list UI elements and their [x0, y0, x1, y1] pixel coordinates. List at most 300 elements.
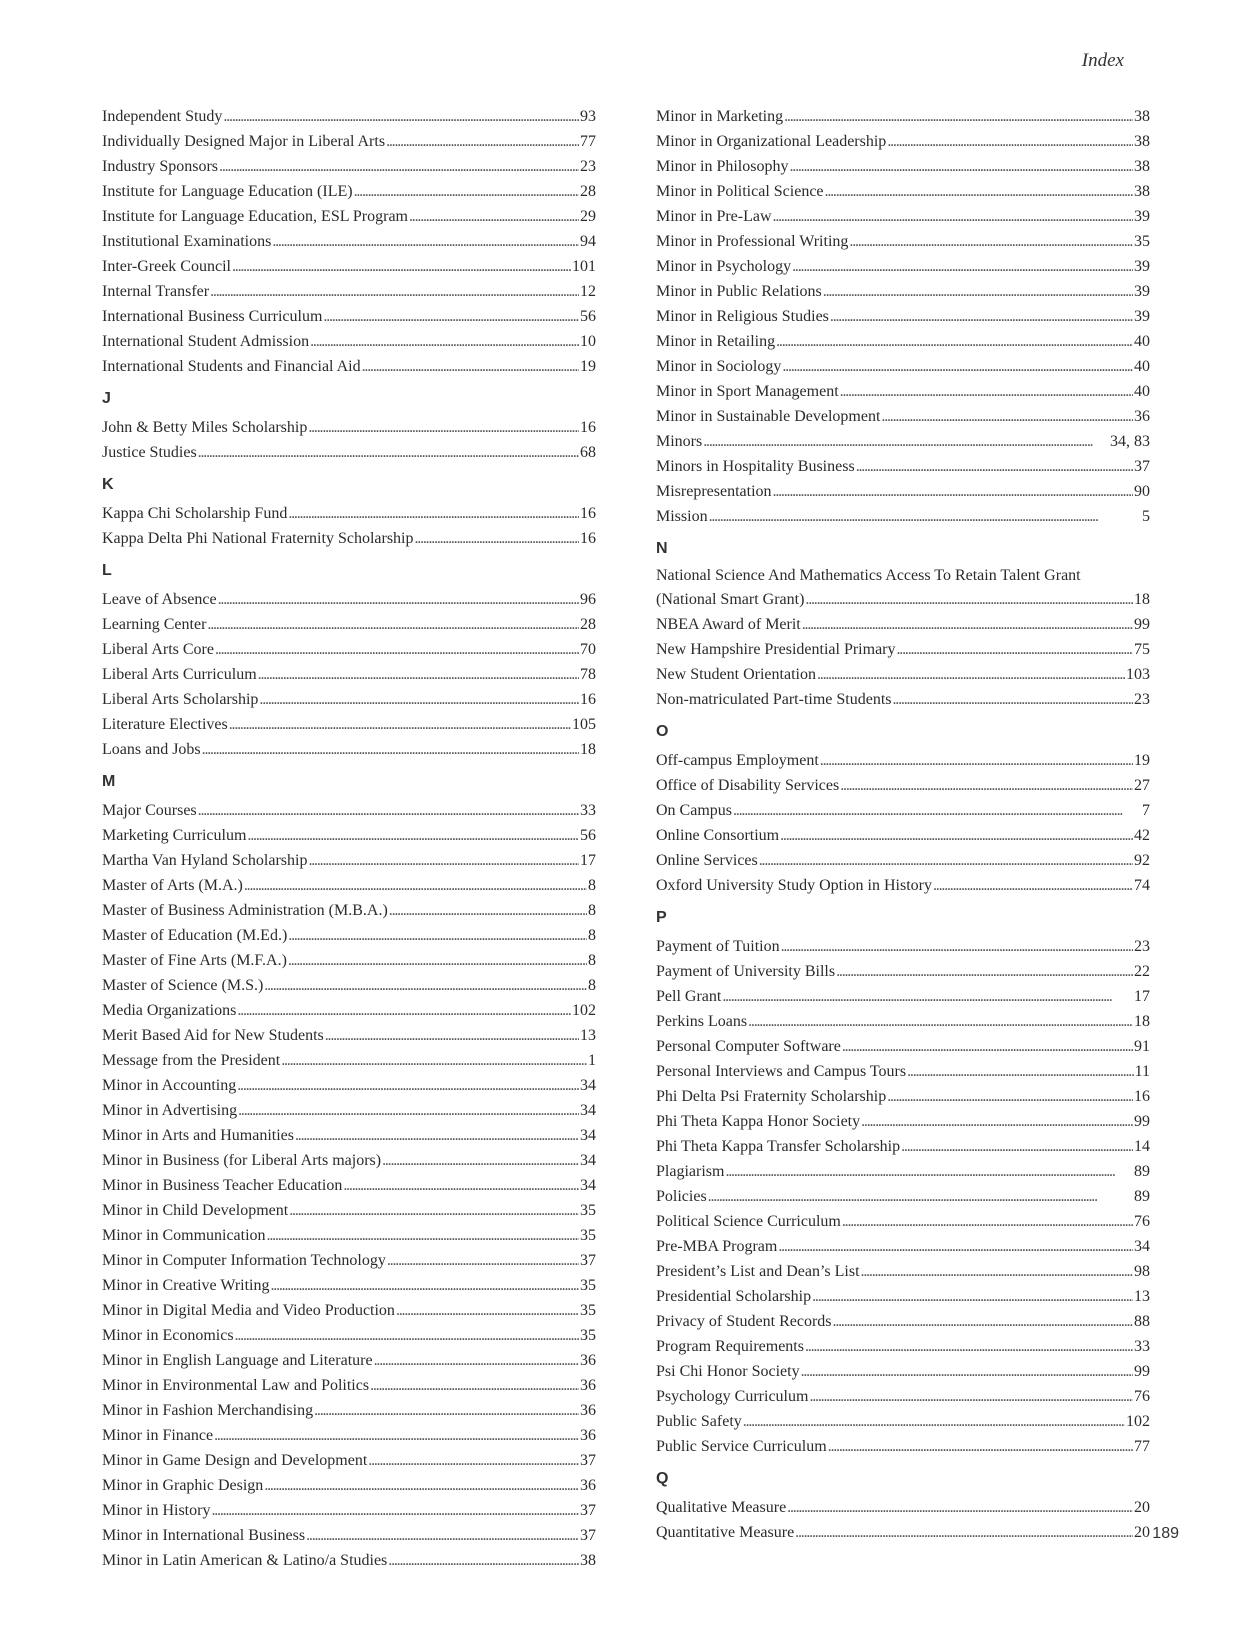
dot-leader — [743, 1409, 1125, 1434]
dot-leader — [805, 587, 1133, 612]
index-entry — [102, 998, 596, 1023]
index-entry — [656, 104, 1150, 129]
entry-label: Psi Chi Honor Society — [656, 1363, 800, 1380]
entry-label: Payment of University Bills — [656, 963, 836, 980]
dot-leader — [289, 1198, 579, 1223]
index-entry — [102, 923, 596, 948]
dot-leader — [849, 229, 1133, 254]
entry-label: Pell Grant — [656, 988, 722, 1005]
entry-label: Individually Designed Major in Liberal Arts — [102, 133, 386, 150]
entry-label: Minor in Digital Media and Video Production — [102, 1302, 395, 1319]
entry-label: Minor in Marketing — [656, 108, 784, 125]
entry-page-number: 35 — [580, 1202, 596, 1219]
index-entry — [656, 748, 1150, 773]
entry-page-number: 23 — [1134, 691, 1150, 708]
index-entry — [656, 329, 1150, 354]
entry-label: Minor in Psychology — [656, 258, 792, 275]
dot-leader — [809, 1384, 1133, 1409]
entry-label: Online Consortium — [656, 827, 780, 844]
entry-label: Merit Based Aid for New Students — [102, 1027, 324, 1044]
index-entry — [102, 948, 596, 973]
index-entry — [656, 773, 1150, 798]
index-entry — [102, 823, 596, 848]
index-entry — [656, 1520, 1150, 1545]
entry-page-number: 89 — [1134, 1163, 1150, 1180]
dot-leader — [789, 154, 1133, 179]
entry-label: Liberal Arts Curriculum — [102, 666, 257, 683]
dot-leader — [244, 873, 587, 898]
entry-label: Minor in Professional Writing — [656, 233, 849, 250]
index-entry — [102, 898, 596, 923]
dot-leader — [805, 1334, 1133, 1359]
entry-label: Payment of Tuition — [656, 938, 780, 955]
dot-leader — [709, 504, 1141, 529]
index-entry — [656, 379, 1150, 404]
entry-page-number: 18 — [1134, 591, 1150, 608]
entry-label: Presidential Scholarship — [656, 1288, 812, 1305]
index-entry — [656, 454, 1150, 479]
dot-leader — [386, 129, 579, 154]
dot-leader — [907, 1059, 1133, 1084]
entry-label: Minor in Game Design and Development — [102, 1452, 368, 1469]
index-entry — [656, 1284, 1150, 1309]
index-entry — [102, 526, 596, 551]
dot-leader — [370, 1373, 579, 1398]
dot-leader — [229, 712, 571, 737]
index-entry — [102, 229, 596, 254]
index-entry — [656, 1495, 1150, 1520]
dot-leader — [354, 179, 579, 204]
entry-page-number: 36 — [580, 1352, 596, 1369]
entry-label: Public Safety — [656, 1413, 742, 1430]
dot-leader — [773, 479, 1133, 504]
dot-leader — [235, 1323, 579, 1348]
index-entry — [102, 104, 596, 129]
index-entry — [656, 959, 1150, 984]
entry-label: International Business Curriculum — [102, 308, 323, 325]
entry-page-number: 33 — [580, 802, 596, 819]
dot-leader — [272, 229, 579, 254]
index-entry — [102, 1048, 596, 1073]
entry-label: NBEA Award of Merit — [656, 616, 801, 633]
entry-label: Major Courses — [102, 802, 197, 819]
index-entry — [656, 1084, 1150, 1109]
entry-label: Online Services — [656, 852, 758, 869]
entry-label: Kappa Chi Scholarship Fund — [102, 505, 288, 522]
section-letter: N — [656, 540, 668, 557]
entry-label: Phi Delta Psi Fraternity Scholarship — [656, 1088, 887, 1105]
entry-label: Phi Theta Kappa Transfer Scholarship — [656, 1138, 901, 1155]
section-letter: L — [102, 562, 112, 579]
index-entry — [102, 501, 596, 526]
dot-leader — [237, 998, 571, 1023]
entry-page-number: 20 — [1134, 1524, 1150, 1541]
dot-leader — [733, 798, 1141, 823]
entry-label: Loans and Jobs — [102, 741, 201, 758]
dot-leader — [323, 304, 579, 329]
entry-page-number: 75 — [1134, 641, 1150, 658]
entry-page-number: 40 — [1134, 358, 1150, 375]
dot-leader — [840, 379, 1133, 404]
index-entry — [656, 687, 1150, 712]
entry-page-number: 1 — [588, 1052, 596, 1069]
entry-page-number: 89 — [1134, 1188, 1150, 1205]
entry-label: Minor in Political Science — [656, 183, 824, 200]
index-entry — [102, 204, 596, 229]
entry-label: Kappa Delta Phi National Fraternity Scholarship — [102, 530, 414, 547]
index-entry — [656, 204, 1150, 229]
entry-page-number: 103 — [1126, 666, 1150, 683]
entry-label: Minor in Computer Information Technology — [102, 1252, 386, 1269]
entry-page-number: 8 — [588, 952, 596, 969]
entry-label: Minor in Advertising — [102, 1102, 238, 1119]
entry-label: Public Service Curriculum — [656, 1438, 827, 1455]
entry-label: Privacy of Student Records — [656, 1313, 832, 1330]
entry-page-number: 34 — [580, 1152, 596, 1169]
entry-page-number: 34 — [580, 1127, 596, 1144]
index-entry — [656, 1334, 1150, 1359]
entry-page-number: 29 — [580, 208, 596, 225]
index-entry — [656, 479, 1150, 504]
index-entry — [102, 179, 596, 204]
entry-page-number: 36 — [580, 1402, 596, 1419]
entry-label: Qualitative Measure — [656, 1499, 787, 1516]
dot-leader — [198, 440, 579, 465]
entry-label: Inter-Greek Council — [102, 258, 231, 275]
index-entry — [102, 129, 596, 154]
entry-page-number: 70 — [580, 641, 596, 658]
dot-leader — [795, 1520, 1133, 1545]
index-entry — [656, 823, 1150, 848]
index-entry — [656, 662, 1150, 687]
entry-page-number: 37 — [580, 1252, 596, 1269]
dot-leader — [820, 748, 1133, 773]
index-entry — [656, 873, 1150, 898]
entry-page-number: 5 — [1142, 508, 1150, 525]
entry-page-number: 23 — [1134, 938, 1150, 955]
entry-page-number: 8 — [588, 977, 596, 994]
entry-page-number: 90 — [1134, 483, 1150, 500]
entry-page-number: 105 — [572, 716, 596, 733]
dot-leader — [825, 179, 1133, 204]
index-entry — [102, 848, 596, 873]
entry-page-number: 19 — [1134, 752, 1150, 769]
entry-label: New Student Orientation — [656, 666, 816, 683]
entry-page-number: 8 — [588, 927, 596, 944]
dot-leader — [396, 1298, 579, 1323]
index-entry — [656, 798, 1150, 823]
index-entry — [656, 565, 1150, 612]
entry-page-number: 38 — [1134, 133, 1150, 150]
entry-label: Minor in English Language and Literature — [102, 1352, 373, 1369]
dot-leader — [901, 1134, 1133, 1159]
entry-page-number: 18 — [580, 741, 596, 758]
dot-leader — [362, 354, 579, 379]
entry-label: Minor in Latin American & Latino/a Studies — [102, 1552, 388, 1569]
dot-leader — [374, 1348, 579, 1373]
entry-label: Minor in Retailing — [656, 333, 776, 350]
entry-label: Non-matriculated Part-time Students — [656, 691, 892, 708]
index-entry — [102, 737, 596, 762]
entry-label: Minor in Environmental Law and Politics — [102, 1377, 370, 1394]
entry-label: National Science And Mathematics Access To Retain Talent Grant — [656, 567, 1081, 584]
entry-label: On Campus — [656, 802, 732, 819]
dot-leader — [270, 1273, 579, 1298]
index-entry — [656, 1059, 1150, 1084]
entry-label: Minor in Fashion Merchandising — [102, 1402, 314, 1419]
dot-leader — [258, 662, 579, 687]
entry-page-number: 102 — [572, 1002, 596, 1019]
dot-leader — [780, 823, 1133, 848]
index-entry — [656, 1309, 1150, 1334]
entry-page-number: 35 — [580, 1327, 596, 1344]
entry-page-number: 14 — [1134, 1138, 1150, 1155]
index-entry — [102, 662, 596, 687]
entry-label: Minor in Public Relations — [656, 283, 822, 300]
entry-page-number: 34 — [580, 1077, 596, 1094]
index-entry — [102, 440, 596, 465]
dot-leader — [267, 1223, 579, 1248]
entry-label: Phi Theta Kappa Honor Society — [656, 1113, 861, 1130]
entry-label: Minor in Philosophy — [656, 158, 789, 175]
entry-page-number: 37 — [580, 1452, 596, 1469]
entry-label: Minor in Religious Studies — [656, 308, 829, 325]
entry-page-number: 37 — [1134, 458, 1150, 475]
entry-page-number: 12 — [580, 283, 596, 300]
entry-label: Liberal Arts Scholarship — [102, 691, 259, 708]
dot-leader — [409, 204, 579, 229]
entry-label: Mission — [656, 508, 708, 525]
entry-label: Internal Transfer — [102, 283, 210, 300]
index-entry — [102, 1298, 596, 1323]
dot-leader — [264, 973, 587, 998]
entry-page-number: 93 — [580, 108, 596, 125]
index-entry — [102, 873, 596, 898]
index-entry — [656, 1434, 1150, 1459]
entry-page-number: 35 — [580, 1277, 596, 1294]
dot-leader — [202, 737, 579, 762]
index-entry — [656, 1234, 1150, 1259]
index-entry — [656, 404, 1150, 429]
entry-page-number: 17 — [1134, 988, 1150, 1005]
dot-leader — [801, 1359, 1133, 1384]
entry-page-number: 23 — [580, 158, 596, 175]
index-entry — [656, 1034, 1150, 1059]
entry-page-number: 36 — [580, 1427, 596, 1444]
dot-leader — [343, 1173, 579, 1198]
dot-leader — [232, 254, 571, 279]
entry-label: Minor in Sociology — [656, 358, 782, 375]
index-entry — [102, 687, 596, 712]
entry-page-number: 96 — [580, 591, 596, 608]
dot-leader — [389, 898, 587, 923]
dot-leader — [211, 1498, 579, 1523]
entry-page-number: 19 — [580, 358, 596, 375]
section-letter: Q — [656, 1470, 669, 1487]
dot-leader — [887, 129, 1133, 154]
index-entry — [656, 179, 1150, 204]
entry-page-number: 35 — [580, 1227, 596, 1244]
index-column-left — [102, 104, 596, 1573]
index-entry — [102, 637, 596, 662]
index-entry — [102, 1548, 596, 1573]
entry-label: Personal Computer Software — [656, 1038, 841, 1055]
index-entry — [102, 1148, 596, 1173]
dot-leader — [368, 1448, 579, 1473]
dot-leader — [887, 1084, 1133, 1109]
entry-label: International Students and Financial Aid — [102, 358, 361, 375]
index-entry — [102, 304, 596, 329]
dot-leader — [828, 1434, 1133, 1459]
dot-leader — [288, 501, 579, 526]
entry-page-number: 27 — [1134, 777, 1150, 794]
index-entry — [102, 1523, 596, 1548]
entry-page-number: 28 — [580, 183, 596, 200]
entry-page-number: 38 — [1134, 158, 1150, 175]
entry-page-number: 91 — [1134, 1038, 1150, 1055]
index-entry — [656, 1109, 1150, 1134]
index-entry — [656, 1209, 1150, 1234]
index-entry — [102, 798, 596, 823]
dot-leader — [237, 1073, 579, 1098]
entry-page-number: 34, 83 — [1110, 433, 1150, 450]
index-entry — [656, 504, 1150, 529]
entry-label: Master of Arts (M.A.) — [102, 877, 243, 894]
entry-page-number: 16 — [580, 530, 596, 547]
dot-leader — [823, 279, 1133, 304]
index-entry — [102, 587, 596, 612]
dot-leader — [787, 1495, 1133, 1520]
entry-page-number: 16 — [580, 505, 596, 522]
entry-page-number: 17 — [580, 852, 596, 869]
dot-leader — [259, 687, 579, 712]
index-entry — [102, 1373, 596, 1398]
entry-label: Misrepresentation — [656, 483, 772, 500]
dot-leader — [748, 1009, 1133, 1034]
dot-leader — [387, 1248, 579, 1273]
dot-leader — [207, 612, 579, 637]
entry-label: International Student Admission — [102, 333, 310, 350]
entry-label: Message from the President — [102, 1052, 281, 1069]
entry-page-number: 11 — [1134, 1063, 1150, 1080]
entry-page-number: 76 — [1134, 1388, 1150, 1405]
index-entry — [656, 304, 1150, 329]
dot-leader — [781, 934, 1133, 959]
entry-page-number: 20 — [1134, 1499, 1150, 1516]
index-entry — [102, 329, 596, 354]
page-number: 189 — [1152, 1525, 1179, 1542]
entry-page-number: 34 — [580, 1102, 596, 1119]
entry-page-number: 38 — [580, 1552, 596, 1569]
dot-leader — [881, 404, 1133, 429]
dot-leader — [773, 204, 1133, 229]
dot-leader — [725, 1159, 1133, 1184]
entry-label: Martha Van Hyland Scholarship — [102, 852, 308, 869]
entry-label: Institute for Language Education (ILE) — [102, 183, 353, 200]
entry-label: Off-campus Employment — [656, 752, 819, 769]
entry-label-continued: (National Smart Grant) — [656, 591, 805, 608]
entry-label: Personal Interviews and Campus Tours — [656, 1063, 907, 1080]
dot-leader — [288, 948, 587, 973]
index-entry — [102, 1348, 596, 1373]
entry-page-number: 92 — [1134, 852, 1150, 869]
entry-page-number: 99 — [1134, 1363, 1150, 1380]
entry-page-number: 56 — [580, 308, 596, 325]
entry-page-number: 102 — [1126, 1413, 1150, 1430]
index-entry — [656, 1134, 1150, 1159]
entry-page-number: 78 — [580, 666, 596, 683]
index-entry — [656, 154, 1150, 179]
entry-page-number: 36 — [580, 1477, 596, 1494]
index-entry — [102, 1473, 596, 1498]
entry-page-number: 37 — [580, 1502, 596, 1519]
entry-label: Institute for Language Education, ESL Program — [102, 208, 408, 225]
dot-leader — [893, 687, 1134, 712]
entry-label: Minors in Hospitality Business — [656, 458, 855, 475]
index-entry — [656, 1259, 1150, 1284]
index-entry — [102, 973, 596, 998]
dot-leader — [856, 454, 1133, 479]
dot-leader — [215, 637, 579, 662]
dot-leader — [842, 1209, 1133, 1234]
dot-leader — [310, 329, 579, 354]
entry-label: Minor in Sport Management — [656, 383, 839, 400]
entry-page-number: 16 — [580, 691, 596, 708]
dot-leader — [214, 1423, 579, 1448]
dot-leader — [288, 923, 587, 948]
entry-page-number: 18 — [1134, 1013, 1150, 1030]
index-entry — [656, 129, 1150, 154]
entry-page-number: 99 — [1134, 1113, 1150, 1130]
entry-label: Plagiarism — [656, 1163, 725, 1180]
dot-leader — [281, 1048, 587, 1073]
dot-leader — [792, 254, 1133, 279]
entry-page-number: 77 — [580, 133, 596, 150]
entry-label: Master of Science (M.S.) — [102, 977, 264, 994]
dot-leader — [897, 637, 1134, 662]
entry-label: Minor in International Business — [102, 1527, 306, 1544]
entry-label: Learning Center — [102, 616, 207, 633]
entry-label: Minor in Economics — [102, 1327, 234, 1344]
entry-label: Justice Studies — [102, 444, 197, 461]
entry-page-number: 39 — [1134, 308, 1150, 325]
index-entry — [102, 1323, 596, 1348]
dot-leader — [223, 104, 579, 129]
entry-page-number: 39 — [1134, 258, 1150, 275]
dot-leader — [306, 1523, 579, 1548]
entry-page-number: 8 — [588, 902, 596, 919]
entry-label: John & Betty Miles Scholarship — [102, 419, 308, 436]
entry-label: Marketing Curriculum — [102, 827, 247, 844]
dot-leader — [198, 798, 579, 823]
index-entry — [102, 1123, 596, 1148]
index-entry — [656, 229, 1150, 254]
index-column-right — [656, 104, 1150, 1545]
entry-label: Minor in Sustainable Development — [656, 408, 881, 425]
index-entry — [102, 1423, 596, 1448]
dot-leader — [219, 154, 579, 179]
entry-label: Independent Study — [102, 108, 223, 125]
dot-leader — [382, 1148, 579, 1173]
index-entry — [102, 354, 596, 379]
entry-page-number: 36 — [580, 1377, 596, 1394]
index-entry — [656, 354, 1150, 379]
entry-page-number: 88 — [1134, 1313, 1150, 1330]
index-entry — [656, 1184, 1150, 1209]
entry-label: Minor in History — [102, 1502, 211, 1519]
dot-leader — [264, 1473, 579, 1498]
entry-page-number: 8 — [588, 877, 596, 894]
